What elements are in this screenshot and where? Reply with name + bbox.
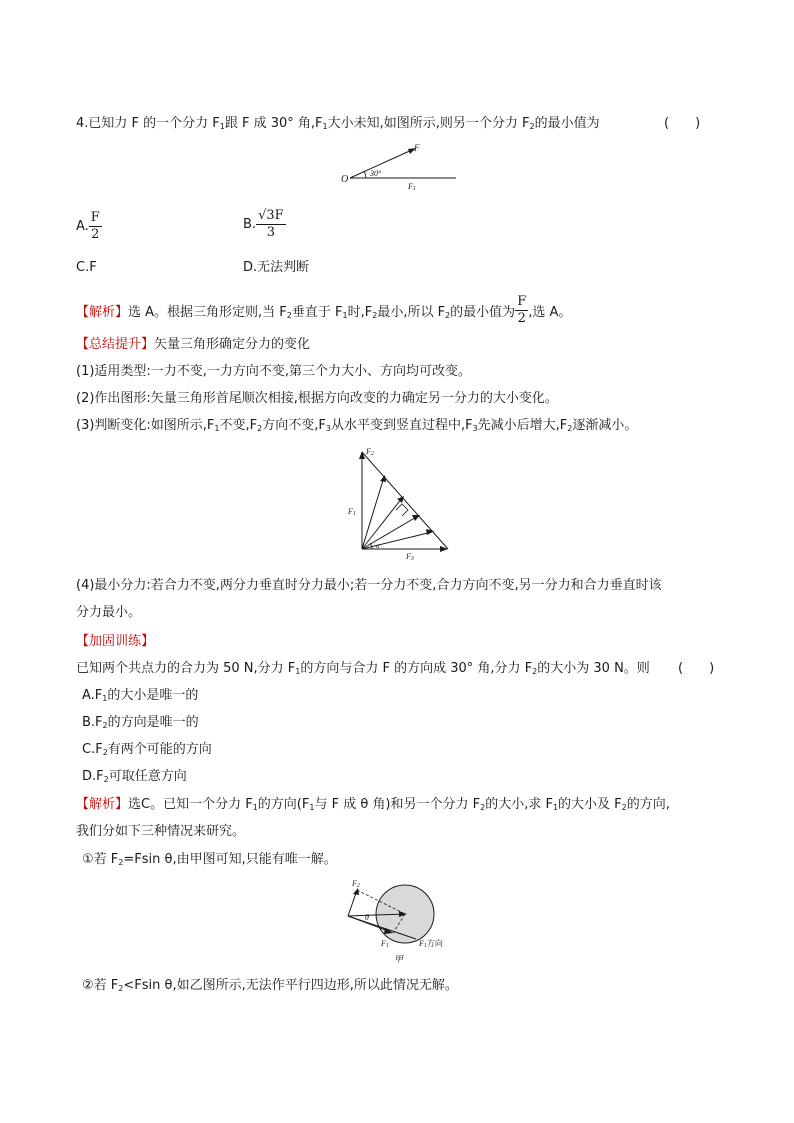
question-4: 4.已知力 F 的一个分力 $F_1$跟 F 成 30° 角$,F_1$大小未知,如图所示,则另一个分力 $F_2$的最小值为 <box>76 116 600 131</box>
analysis-1: 【解析】选 A。根据三角形定则,当 $F_2$垂直于 $F_1$时$,F_2$最小,所以 $F_2$的最小值为 $\frac{F}{2}$ ,选 A。 <box>76 294 572 326</box>
alpha-arc <box>370 543 372 549</box>
summary-item-1: (1)适用类型:一力不变,一力方向不变,第三个力大小、方向均可改变。 <box>76 364 472 379</box>
option-a: A. $\frac{F}{2}$ <box>76 210 100 242</box>
summary-heading: 【总结提升】矢量三角形确定分力的变化 <box>76 337 311 352</box>
option-b: B. $\frac{√3F}{3}$ <box>243 208 284 240</box>
case-2: ②若 $F_2<Fsin$ θ,如乙图所示,无法作平行四边形,所以此情况无解。 <box>82 978 458 993</box>
f-arrow-line <box>350 149 414 178</box>
label-F2: F2 <box>366 447 374 457</box>
analysis-2-line-2: 我们分如下三种情况来研究。 <box>76 824 246 839</box>
summary-item-4-line-2: 分力最小。 <box>76 605 142 620</box>
label-F1-direction: F1方向 <box>419 939 443 949</box>
label-30deg: 30° <box>370 169 382 178</box>
training-heading: 【加固训练】 <box>76 634 155 649</box>
label-F: F <box>414 143 420 153</box>
analysis-tag: 【解析】 <box>76 305 129 320</box>
training-option-a: $A.F_1$的大小是唯一的 <box>82 688 199 703</box>
label-F1: F1 <box>408 182 416 190</box>
answer-paren: ( ) <box>664 116 701 131</box>
training-option-d: $D.F_2$可取任意方向 <box>82 769 187 784</box>
option-c: C.F <box>76 260 97 275</box>
f2-arrowhead <box>353 888 359 895</box>
angle-arc <box>364 171 366 178</box>
training-option-b: $B.F_2$的方向是唯一的 <box>82 715 199 730</box>
vector-d <box>362 532 432 549</box>
right-angle-mark <box>396 504 408 516</box>
label-F3: F3 <box>406 552 414 562</box>
summary-item-2: (2)作出图形:矢量三角形首尾顺次相接,根据方向改变的力确定另一分力的大小变化。 <box>76 391 558 406</box>
vector-b <box>362 498 402 549</box>
vector-c-head <box>412 515 420 521</box>
training-paren: ( ) <box>678 661 715 676</box>
label-O: O <box>341 174 349 185</box>
training-option-c: $C.F_2$有两个可能的方向 <box>82 742 212 757</box>
caption-jia: 甲 <box>394 954 404 964</box>
case-1: ①若 $F_2=Fsin$ θ,由甲图可知,只能有唯一解。 <box>82 852 337 867</box>
vector-triangle-diagram <box>340 444 470 564</box>
summary-item-4-line-1: (4)最小分力:若合力不变,两分力垂直时分力最小;若一分力不变,合力方向不变,另一分力和合力垂直时该 <box>76 578 662 593</box>
vector-b-head <box>397 496 404 503</box>
summary-item-3: (3)判断变化:如图所示$,F_1$不变$,F_2$方向不变$,F_3$从水平变到竖直过程中$,F_3$先减小后增大$,F_2$逐渐减小。 <box>76 418 638 433</box>
force-angle-diagram <box>336 140 476 190</box>
circle-diagram-jia <box>338 876 458 968</box>
label-theta: θ <box>365 913 369 922</box>
label-F2: F2 <box>352 879 360 889</box>
label-F1: F1 <box>381 939 389 949</box>
f2-hypotenuse <box>362 452 448 549</box>
training-question: 已知两个共点力的合力为 50 N,分力 $F_1$的方向与合力 F 的方向成 30° 角,分力 $F_2$的大小为 30 N。则 <box>76 661 650 676</box>
label-F1: F1 <box>348 507 356 517</box>
label-alpha: α <box>376 542 380 550</box>
analysis-2-line-1: 【解析】选C。已知一个分力 $F_1$的方向($F_1$与 F 成 θ 角)和另一个分力 $F_2$的大小,求 $F_1$的大小及 $F_2$的方向, <box>76 797 670 812</box>
option-d: D.无法判断 <box>243 260 310 275</box>
